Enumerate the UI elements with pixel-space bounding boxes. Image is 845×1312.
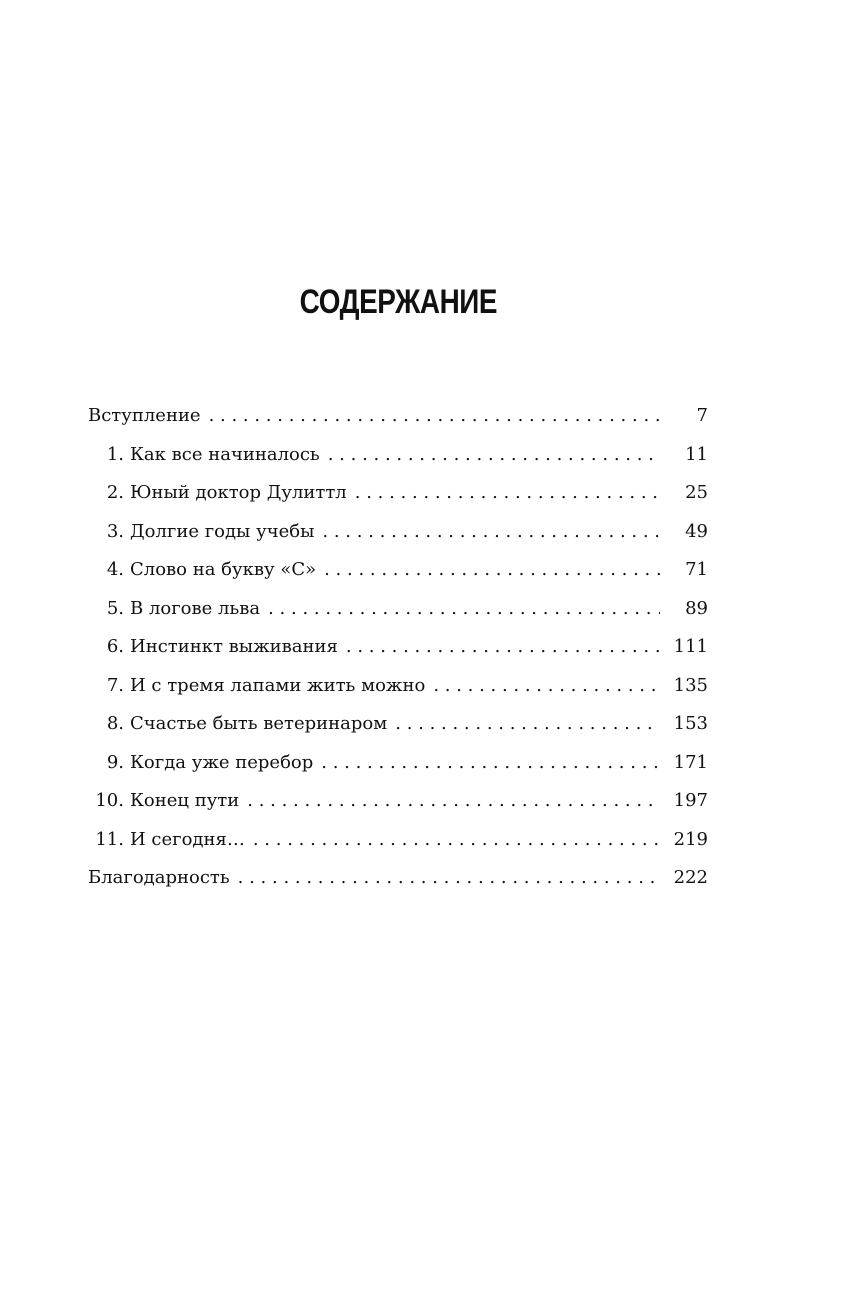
toc-entry-chapter-4	[88, 551, 708, 590]
toc-entry-number: 1.	[106, 443, 124, 465]
toc-entry-chapter-2	[88, 474, 708, 513]
toc-entry-page: 197	[673, 790, 708, 811]
toc-entry-title: Конец пути	[130, 790, 240, 811]
toc-entry-chapter-8	[88, 705, 708, 744]
toc-entry-page: 25	[685, 482, 708, 503]
toc-entry-chapter-6	[88, 628, 708, 667]
dot-leader	[324, 551, 660, 589]
dot-leader	[355, 474, 660, 512]
toc-entry-chapter-5	[88, 590, 708, 629]
toc-entry-chapter-3	[88, 513, 708, 552]
toc-entry-title: Когда уже перебор	[130, 751, 314, 773]
dot-leader	[328, 436, 660, 474]
toc-entry-chapter-1	[88, 436, 708, 475]
toc-entry-page: 153	[673, 713, 708, 734]
toc-entry-title: Долгие годы учебы	[130, 520, 315, 542]
toc-entry-number: 10.	[95, 790, 124, 811]
toc-entry-title: Счастье быть ветеринаром	[130, 713, 388, 734]
toc-entry-chapter-9	[88, 744, 708, 783]
toc-entry-chapter-10	[88, 782, 708, 821]
toc-entry-title: Инстинкт выживания	[130, 636, 338, 657]
toc-entry-page: 7	[696, 405, 708, 426]
dot-leader	[433, 667, 660, 705]
toc-entry-page: 71	[685, 559, 708, 580]
toc-entry-number: 7.	[106, 674, 124, 696]
table-of-contents	[88, 397, 708, 898]
toc-entry-number: 4.	[106, 559, 124, 580]
toc-entry-introduction	[88, 397, 708, 436]
toc-entry-number: 2.	[106, 482, 124, 503]
dot-leader	[322, 513, 660, 551]
toc-entry-number: 11.	[95, 828, 124, 850]
toc-entry-title: Юный доктор Дулиттл	[130, 482, 347, 503]
toc-entry-title: И сегодня…	[130, 828, 245, 850]
toc-entry-title: Вступление	[88, 405, 201, 426]
toc-entry-chapter-7	[88, 667, 708, 706]
dot-leader	[321, 744, 660, 782]
dot-leader	[253, 821, 660, 859]
dot-leader	[268, 590, 660, 628]
toc-entry-page: 49	[685, 520, 708, 542]
dot-leader	[238, 859, 660, 897]
toc-entry-page: 11	[685, 443, 708, 465]
toc-entry-page: 135	[673, 674, 708, 696]
toc-entry-title: И с тремя лапами жить можно	[130, 674, 426, 696]
toc-entry-number: 5.	[106, 597, 124, 619]
toc-entry-page: 222	[673, 867, 708, 888]
toc-entry-page: 111	[673, 636, 708, 657]
toc-entry-number: 9.	[106, 751, 124, 773]
toc-entry-page: 219	[673, 828, 708, 850]
toc-entry-page: 89	[685, 597, 708, 619]
toc-entry-title: Как все начиналось	[130, 443, 320, 465]
toc-entry-title: Слово на букву «С»	[130, 559, 317, 580]
toc-entry-number: 6.	[106, 636, 124, 657]
dot-leader	[346, 628, 660, 666]
toc-entry-chapter-11	[88, 821, 708, 860]
toc-entry-page: 171	[673, 751, 708, 773]
toc-entry-number: 3.	[106, 520, 124, 542]
dot-leader	[209, 397, 660, 435]
page-title: СОДЕРЖАНИЕ	[299, 283, 498, 321]
dot-leader	[247, 782, 660, 820]
toc-entry-acknowledgements	[88, 859, 708, 898]
toc-entry-title: В логове льва	[130, 597, 261, 619]
dot-leader	[395, 705, 660, 743]
toc-entry-number: 8.	[106, 713, 124, 734]
toc-entry-title: Благодарность	[88, 867, 230, 888]
